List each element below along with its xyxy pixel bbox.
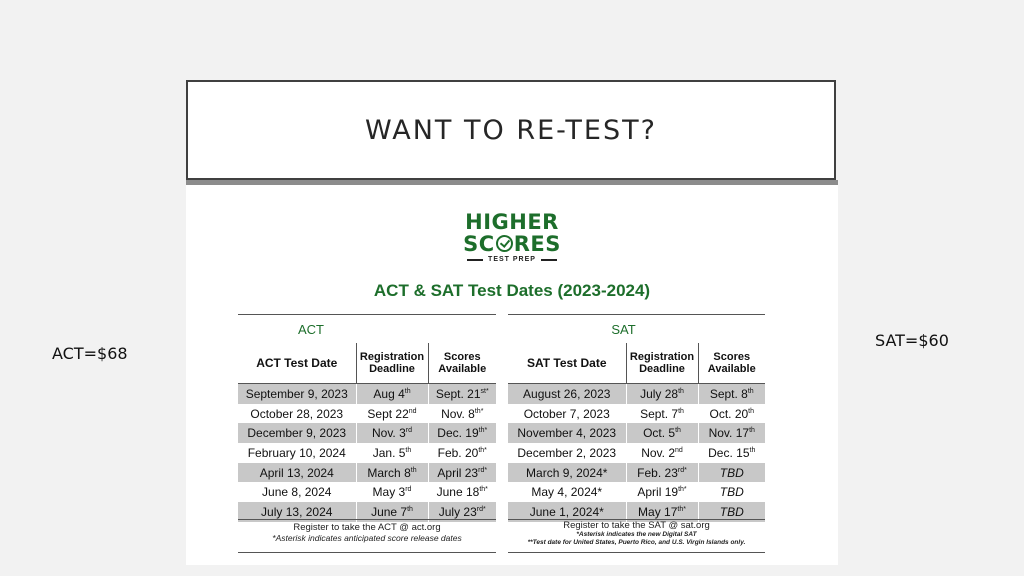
sat-group-text: SAT [611, 322, 636, 337]
scores-suffix: th* [478, 446, 487, 454]
sat-top-rule [508, 314, 765, 315]
sat-registration-deadline [626, 384, 698, 404]
scores-text: Feb. 20 [437, 445, 479, 460]
scores-text: Nov. 17 [708, 426, 750, 441]
scores-suffix: th* [478, 427, 488, 435]
scores-suffix: rd* [476, 505, 486, 513]
act-test-date: October 28, 2023 [238, 404, 356, 424]
deadline-suffix: nd [675, 446, 683, 454]
act-registration-deadline [356, 423, 428, 443]
sat-asterisk-note: *Asterisk indicates the new Digital SAT [576, 531, 697, 538]
scores-suffix: th* [474, 407, 484, 415]
act-table-row [238, 423, 496, 443]
sat-registration-deadline [626, 423, 698, 443]
sat-scores-available [698, 404, 765, 424]
act-header-scores: Scores Available [428, 343, 496, 384]
deadline-text: June 7 [371, 504, 408, 519]
act-test-date: April 13, 2024 [238, 463, 356, 483]
act-table-row [238, 443, 496, 463]
deadline-text: Aug 4 [373, 386, 405, 401]
act-price-label: ACT=$68 [52, 344, 128, 363]
act-table-row [238, 463, 496, 483]
deadline-suffix: nd [408, 407, 417, 415]
act-registration-deadline [356, 404, 428, 424]
sat-table-row [508, 482, 765, 502]
logo-line1: HIGHER [465, 210, 559, 234]
deadline-suffix: th [404, 387, 411, 395]
act-test-date: December 9, 2023 [238, 423, 356, 443]
sat-group-label [508, 322, 765, 337]
scores-suffix: st* [480, 387, 489, 395]
deadline-suffix: rd [405, 427, 413, 435]
check-circle-icon [496, 235, 513, 252]
logo-line2 [186, 233, 838, 255]
act-registration-deadline [356, 384, 428, 404]
sat-header-date: SAT Test Date [508, 343, 626, 384]
deadline-suffix: th [405, 446, 412, 454]
scores-text: July 23 [438, 504, 477, 519]
sat-registration-deadline [626, 443, 698, 463]
act-asterisk-note: *Asterisk indicates anticipated score release dates [272, 533, 462, 543]
sat-scores-available [698, 423, 765, 443]
sat-scores-available [698, 463, 765, 483]
act-registration-deadline [356, 463, 428, 483]
deadline-text: Feb. 23 [637, 465, 678, 480]
higher-scores-logo [186, 211, 838, 263]
sat-test-date: November 4, 2023 [508, 423, 626, 443]
slide-title-box [186, 80, 836, 180]
scores-text: June 18 [436, 485, 480, 500]
test-dates-image [186, 185, 838, 565]
deadline-suffix: th [678, 387, 684, 395]
sat-test-date: October 7, 2023 [508, 404, 626, 424]
deadline-text: Sept 22 [367, 406, 409, 421]
deadline-text: Sept. 7 [640, 406, 679, 421]
deadline-text: May 3 [372, 485, 406, 500]
sat-table-row [508, 463, 765, 483]
deadline-suffix: rd [405, 486, 412, 494]
scores-suffix: th* [479, 486, 488, 494]
act-test-date: July 13, 2024 [238, 502, 356, 522]
sat-dates-table [508, 343, 765, 522]
scores-text: April 23 [437, 465, 479, 480]
deadline-text: Jan. 5 [372, 445, 406, 460]
sat-territory-note: **Test date for United States, Puerto Rico, and U.S. Virgin Islands only. [527, 539, 746, 546]
scores-text: Sept. 8 [709, 386, 748, 401]
logo-line2b: RES [513, 232, 561, 256]
sat-header-scores: Scores Available [698, 343, 765, 384]
act-scores-available [428, 423, 496, 443]
act-scores-available [428, 463, 496, 483]
deadline-suffix: rd* [677, 466, 687, 474]
scores-text: Sept. 21 [435, 386, 481, 401]
scores-suffix: th [749, 446, 756, 454]
act-group-text: ACT [298, 322, 324, 337]
sat-registration-deadline [626, 404, 698, 424]
sat-register-note: Register to take the SAT @ sat.org [563, 520, 710, 531]
sat-header-deadline: Registration Deadline [626, 343, 698, 384]
act-group-label [238, 322, 496, 337]
sat-registration-deadline [626, 463, 698, 483]
deadline-suffix: th* [678, 486, 687, 494]
act-scores-available [428, 443, 496, 463]
deadline-suffix: th* [677, 505, 686, 513]
scores-text: Dec. 15 [708, 445, 750, 460]
sat-scores-available [698, 384, 765, 404]
deadline-text: Nov. 3 [371, 426, 406, 441]
act-top-rule [238, 314, 496, 315]
act-notes [238, 522, 496, 543]
scores-text: TBD [719, 485, 744, 500]
slide-title: WANT TO RE-TEST? [365, 114, 657, 146]
sat-table-row [508, 404, 765, 424]
act-registration-deadline [356, 443, 428, 463]
sat-notes [508, 520, 765, 547]
deadline-suffix: th [678, 407, 684, 415]
logo-subtitle-text: TEST PREP [488, 256, 536, 263]
act-scores-available [428, 482, 496, 502]
scores-text: Dec. 19 [437, 426, 479, 441]
scores-suffix: th [747, 387, 754, 395]
act-header-date: ACT Test Date [238, 343, 356, 384]
sat-registration-deadline [626, 482, 698, 502]
sat-table-row [508, 443, 765, 463]
act-table-row [238, 482, 496, 502]
sat-price-label: SAT=$60 [875, 331, 949, 350]
scores-suffix: th [748, 407, 755, 415]
sat-table-row [508, 423, 765, 443]
sat-end-rule [508, 552, 765, 553]
sat-test-date: June 1, 2024* [508, 502, 626, 522]
sat-scores-available [698, 443, 765, 463]
act-test-date: February 10, 2024 [238, 443, 356, 463]
scores-text: Oct. 20 [709, 406, 749, 421]
deadline-suffix: th [407, 505, 413, 513]
sat-table-row [508, 384, 765, 404]
deadline-text: Nov. 2 [641, 445, 675, 460]
act-header-deadline: Registration Deadline [356, 343, 428, 384]
scores-text: TBD [719, 504, 744, 519]
act-table-row [238, 384, 496, 404]
act-end-rule [238, 552, 496, 553]
scores-text: TBD [719, 465, 744, 480]
act-registration-deadline [356, 482, 428, 502]
act-test-date: June 8, 2024 [238, 482, 356, 502]
deadline-text: May 17 [638, 504, 678, 519]
sat-test-date: May 4, 2024* [508, 482, 626, 502]
act-register-note: Register to take the ACT @ act.org [293, 522, 441, 533]
deadline-suffix: th [675, 427, 681, 435]
scores-suffix: rd* [478, 466, 488, 474]
sat-scores-available [698, 482, 765, 502]
sat-test-date: December 2, 2023 [508, 443, 626, 463]
deadline-text: Oct. 5 [643, 426, 676, 441]
act-scores-available [428, 384, 496, 404]
sat-test-date: March 9, 2024* [508, 463, 626, 483]
scores-suffix: th [749, 427, 755, 435]
deadline-text: March 8 [367, 465, 411, 480]
act-table-row [238, 404, 496, 424]
document-title: ACT & SAT Test Dates (2023-2024) [373, 281, 651, 300]
sat-test-date: August 26, 2023 [508, 384, 626, 404]
deadline-text: July 28 [640, 386, 679, 401]
scores-text: Nov. 8 [441, 406, 475, 421]
act-bottom-rule [238, 519, 496, 520]
deadline-suffix: th [410, 466, 417, 474]
act-scores-available [428, 404, 496, 424]
logo-line2a: SC [463, 232, 495, 256]
deadline-text: April 19 [637, 485, 679, 500]
act-test-date: September 9, 2023 [238, 384, 356, 404]
act-dates-table [238, 343, 496, 522]
logo-subtitle [186, 256, 838, 263]
